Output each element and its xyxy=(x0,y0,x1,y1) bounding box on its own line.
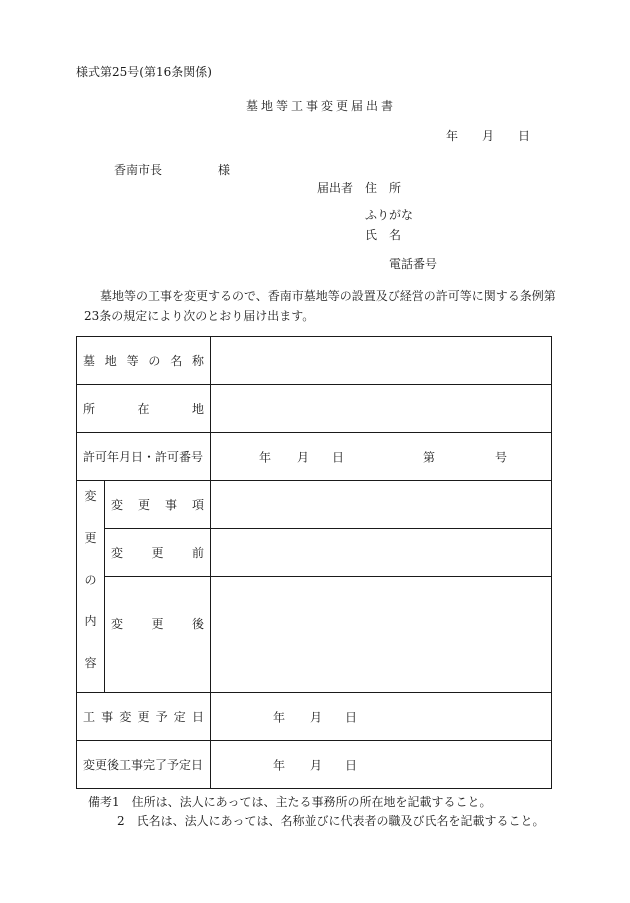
planned-month: 月 xyxy=(310,710,323,724)
after-change-label xyxy=(105,577,211,693)
label-char: 変 xyxy=(111,546,124,560)
label-char: 内 xyxy=(84,614,97,629)
label-char: 名 xyxy=(170,354,183,368)
form-table xyxy=(76,336,552,789)
label-char: 変 xyxy=(111,498,124,512)
change-contents-label xyxy=(77,481,105,693)
label-char: 定 xyxy=(173,710,186,724)
intro-paragraph xyxy=(76,286,556,326)
label-char: 地 xyxy=(191,402,204,416)
label-char: 後 xyxy=(191,617,204,631)
date-day: 日 xyxy=(518,129,531,143)
planned-day: 日 xyxy=(345,710,358,724)
permit-field[interactable] xyxy=(211,433,552,481)
note-2: 2 氏名は、法人にあっては、名称並びに代表者の職及び氏名を記載すること。 xyxy=(117,814,545,828)
completion-date-field[interactable] xyxy=(211,741,552,789)
label-char: 前 xyxy=(191,546,204,560)
label-char: 日 xyxy=(191,710,204,724)
planned-year: 年 xyxy=(273,710,286,724)
label-char: 容 xyxy=(84,656,97,670)
label-char: 更 xyxy=(137,710,150,724)
label-char: 変 xyxy=(111,617,124,631)
label-char: 更 xyxy=(151,546,164,560)
permit-year: 年 xyxy=(259,450,272,464)
date-year: 年 xyxy=(446,129,459,143)
label-char: の xyxy=(148,354,161,368)
permit-label xyxy=(77,433,211,481)
applicant-label: 届出者 xyxy=(317,181,354,195)
intro-line-2: 23条の規定により次のとおり届け出ます。 xyxy=(84,309,315,323)
label-char: 事 xyxy=(164,498,177,512)
location-field[interactable] xyxy=(211,385,552,433)
change-items-label xyxy=(105,481,211,529)
completion-day: 日 xyxy=(345,758,358,772)
permit-month: 月 xyxy=(297,450,310,464)
phone-label: 電話番号 xyxy=(389,257,438,271)
cemetery-name-field[interactable] xyxy=(211,337,552,385)
change-items-field[interactable] xyxy=(211,481,552,529)
location-label xyxy=(77,385,211,433)
addressee-honorific: 様 xyxy=(218,163,231,177)
completion-date-label xyxy=(77,741,211,789)
label-char: 墓 xyxy=(83,354,96,368)
label-char: 予 xyxy=(155,710,168,724)
label-char: 項 xyxy=(191,498,204,512)
completion-label-text: 変更後工事完了予定日 xyxy=(83,758,204,772)
permit-label-text: 許可年月日・許可番号 xyxy=(83,450,204,464)
date-month: 月 xyxy=(482,129,495,143)
label-char: 称 xyxy=(191,354,204,368)
form-number: 様式第25号(第16条関係) xyxy=(76,65,212,79)
label-char: の xyxy=(84,572,97,587)
before-change-label xyxy=(105,529,211,577)
form-title: 墓地等工事変更届出書 xyxy=(246,99,397,113)
permit-no-dai: 第 xyxy=(423,450,436,464)
label-char: 地 xyxy=(104,354,117,368)
label-char: 更 xyxy=(151,617,164,631)
addressee-name: 香南市長 xyxy=(114,163,163,177)
name-label: 氏 名 xyxy=(365,228,402,242)
label-char: 変 xyxy=(119,710,132,724)
label-char: 事 xyxy=(101,710,114,724)
label-char: 在 xyxy=(137,402,150,416)
permit-day: 日 xyxy=(332,450,345,464)
completion-month: 月 xyxy=(310,758,323,772)
completion-year: 年 xyxy=(273,758,286,772)
label-char: 工 xyxy=(83,710,96,724)
label-char: 更 xyxy=(137,498,150,512)
label-char: 等 xyxy=(126,354,139,368)
intro-line-1: 墓地等の工事を変更するので、香南市墓地等の設置及び経営の許可等に関する条例第 xyxy=(100,289,556,303)
label-char: 所 xyxy=(83,402,96,416)
label-char: 変 xyxy=(84,489,97,503)
permit-no-go: 号 xyxy=(495,450,508,464)
planned-change-date-field[interactable] xyxy=(211,693,552,741)
label-char: 更 xyxy=(84,530,97,545)
cemetery-name-label xyxy=(77,337,211,385)
planned-change-date-label xyxy=(77,693,211,741)
address-label: 住 所 xyxy=(365,181,402,195)
after-change-field[interactable] xyxy=(211,577,552,693)
note-1: 備考1 住所は、法人にあっては、主たる事務所の所在地を記載すること。 xyxy=(88,795,492,809)
before-change-field[interactable] xyxy=(211,529,552,577)
furigana-label: ふりがな xyxy=(365,208,414,222)
